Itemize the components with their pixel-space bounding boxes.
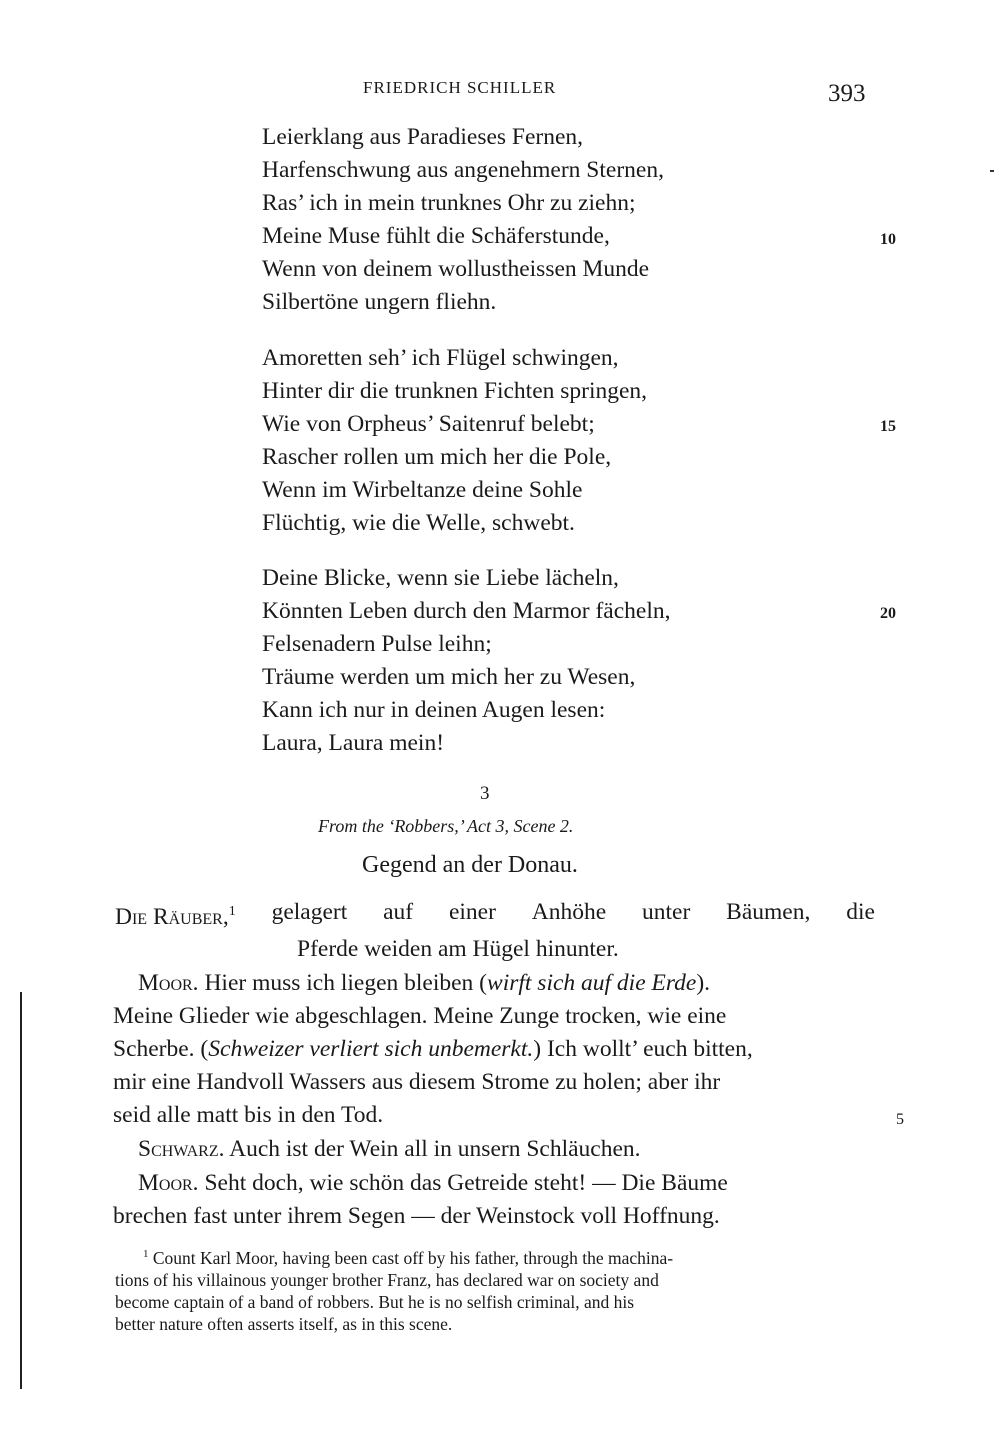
verse-line: Silbertöne ungern fliehn. (262, 289, 497, 315)
dialogue-line: mir eine Handvoll Wassers aus diesem Strome zu holen; aber ihr (113, 1069, 721, 1095)
line-number: 20 (880, 605, 896, 622)
dialogue-line: seid alle matt bis in den Tod. (113, 1102, 384, 1128)
scene-heading: Gegend an der Donau. (362, 852, 578, 878)
dialogue-text: ). (696, 970, 711, 996)
footnote-line: better nature often asserts itself, as in this scene. (115, 1314, 453, 1334)
dialogue-line: brechen fast unter ihrem Segen — der Weinstock voll Hoffnung. (113, 1203, 720, 1229)
verse-line: Meine Muse fühlt die Schäferstunde, (262, 223, 610, 249)
speaker-name: Moor. (138, 1170, 199, 1196)
verse-line: Deine Blicke, wenn sie Liebe lächeln, (262, 565, 619, 591)
stage-direction-line: Pferde weiden am Hügel hinunter. (297, 935, 619, 962)
dialogue-line (138, 1136, 641, 1163)
verse-line: Ras’ ich in mein trunknes Ohr zu ziehn; (262, 190, 636, 216)
speaker-name: Moor. (138, 970, 199, 996)
word: Bäumen, (726, 899, 811, 925)
verse-line: Laura, Laura mein! (262, 730, 445, 756)
page-number: 393 (828, 80, 866, 107)
word: einer (448, 899, 496, 925)
verse-line: Wie von Orpheus’ Saitenruf belebt; (262, 411, 595, 437)
word: gelagert (271, 899, 348, 925)
stage-note: wirft sich auf die Erde (487, 970, 697, 996)
footnote-line (143, 1248, 673, 1269)
verse-line: Amoretten seh’ ich Flügel schwingen, (262, 345, 619, 371)
verse-line: Träume werden um mich her zu Wesen, (262, 664, 636, 690)
verse-line: Felsenadern Pulse leihn; (262, 631, 492, 657)
dialogue-text: Scherbe. ( (113, 1036, 209, 1062)
stage-direction (115, 896, 875, 965)
dialogue-text: Auch ist der Wein all in unsern Schläuchen. (229, 1136, 641, 1162)
verse-line: Hinter dir die trunknen Fichten springen, (262, 378, 648, 404)
section-number: 3 (480, 783, 490, 804)
word: die (846, 899, 875, 925)
dialogue-line (113, 1036, 753, 1063)
line-number: 5 (896, 1111, 904, 1128)
word: unter (642, 899, 691, 925)
footnote-line: tions of his villainous younger brother Franz, has declared war on society and (115, 1270, 659, 1290)
dialogue-text: Hier muss ich liegen bleiben ( (204, 970, 488, 996)
margin-rule (20, 992, 22, 1389)
verse-line: Flüchtig, wie die Welle, schwebt. (262, 510, 575, 536)
running-title: FRIEDRICH SCHILLER (363, 78, 557, 97)
footnote-text: Count Karl Moor, having been cast off by his father, through the machina- (152, 1248, 674, 1268)
section-source: From the ‘Robbers,’ Act 3, Scene 2. (318, 816, 574, 836)
dialogue-line: Meine Glieder wie abgeschlagen. Meine Zunge trocken, wie eine (113, 1003, 727, 1029)
dialogue-text: Seht doch, wie schön das Getreide steht! — Die Bäume (204, 1170, 728, 1196)
scan-speck (990, 170, 994, 172)
stage-note: Schweizer verliert sich unbemerkt. (208, 1036, 534, 1062)
dialogue-line (138, 970, 710, 997)
footnote-marker: 1 (143, 1248, 149, 1261)
line-number: 10 (880, 231, 896, 248)
verse-line: Wenn im Wirbeltanze deine Sohle (262, 477, 583, 503)
verse-line: Kann ich nur in deinen Augen lesen: (262, 697, 606, 723)
footnote-line: become captain of a band of robbers. But he is no selfish criminal, and his (115, 1292, 635, 1312)
dialogue-text: ) Ich wollt’ euch bitten, (533, 1036, 753, 1062)
verse-line: Rascher rollen um mich her die Pole, (262, 444, 612, 470)
speaker-name: Die Räuber, (115, 903, 229, 930)
speaker-name: Schwarz. (138, 1136, 225, 1162)
verse-line: Harfenschwung aus angenehmern Sternen, (262, 157, 664, 183)
footnote-marker: 1 (228, 904, 236, 919)
verse-line: Leierklang aus Paradieses Fernen, (262, 124, 584, 150)
verse-line: Könnten Leben durch den Marmor fächeln, (262, 598, 671, 624)
verse-line: Wenn von deinem wollustheissen Munde (262, 256, 650, 282)
dialogue-line (138, 1170, 728, 1197)
word: Anhöhe (531, 899, 607, 925)
word: auf (383, 899, 414, 925)
line-number: 15 (880, 418, 896, 435)
